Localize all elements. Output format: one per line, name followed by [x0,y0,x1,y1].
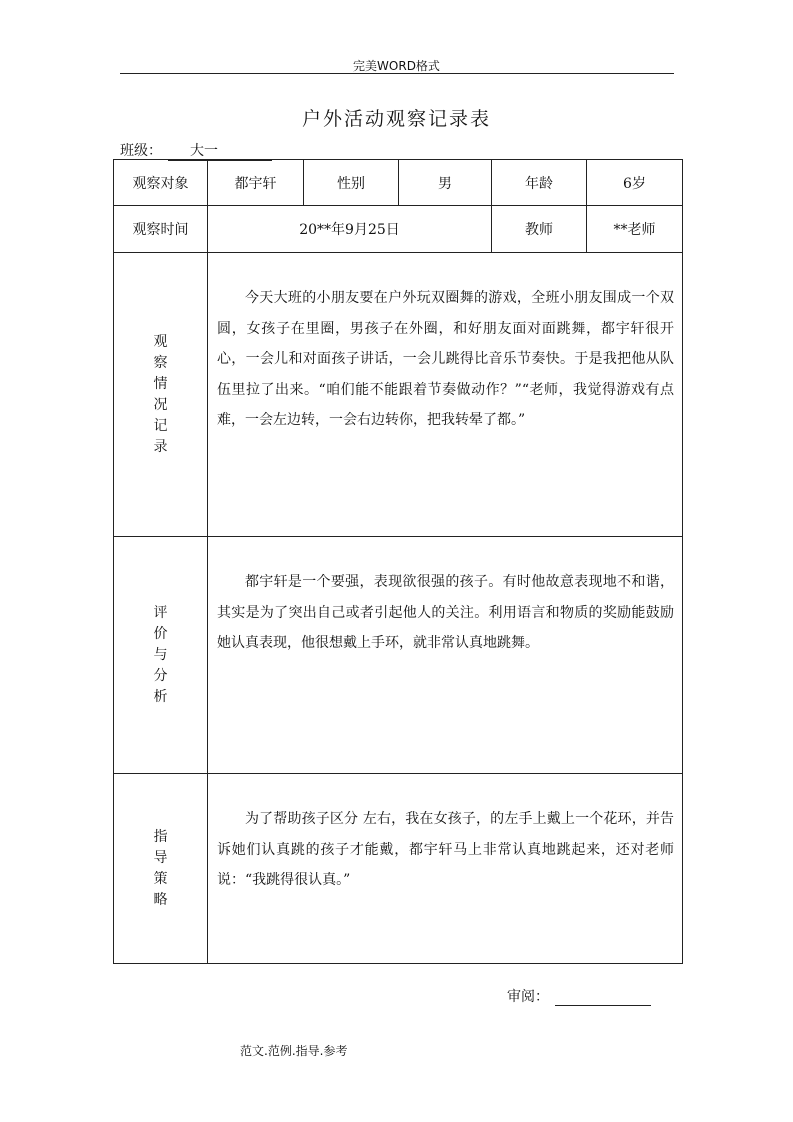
table-row-time [114,206,683,253]
page-title: 户外活动观察记录表 [301,108,491,130]
gender-label: 性别 [304,160,399,206]
observation-label: 观察情况记录 [153,333,168,455]
evaluation-label-cell [114,537,208,774]
class-info [120,140,272,161]
table-row-strategy [114,774,683,964]
strategy-label: 指导策略 [153,828,168,908]
observation-label-cell [114,253,208,537]
teacher-value: **老师 [587,206,683,253]
evaluation-label: 评价与分析 [153,604,168,705]
subject-label: 观察对象 [114,160,208,206]
observation-table [113,159,683,964]
evaluation-text: 都宇轩是一个要强，表现欲很强的孩子。有时他故意表现地不和谐，其实是为了突出自己或者引起他人的关注。利用语言和物质的奖励能鼓励她认真表现，他很想戴上手环，就非常认真地跳舞。 [208,537,683,774]
table-row-subject [114,160,683,206]
table-row-observation [114,253,683,537]
review-signature-line[interactable] [555,989,651,1006]
age-value: 6岁 [587,160,683,206]
teacher-label: 教师 [492,206,587,253]
table-row-evaluation [114,537,683,774]
class-label: 班级： [120,143,162,159]
review-label: 审阅： [507,989,549,1005]
page-header: 完美WORD格式 [353,59,440,73]
age-label: 年龄 [492,160,587,206]
strategy-text: 为了帮助孩子区分 左右，我在女孩子，的左手上戴上一个花环，并告诉她们认真跳的孩子才能戴，都宇轩马上非常认真地跳起来，还对老师说：“我跳得很认真。” [208,774,683,964]
subject-value: 都宇轩 [208,160,304,206]
observation-text: 今天大班的小朋友要在户外玩双圈舞的游戏，全班小朋友围成一个双圆，女孩子在里圈，男孩子在外圈，和好朋友面对面跳舞，都宇轩很开心，一会儿和对面孩子讲话，一会儿跳得比音乐节奏快。于是我把他从队伍里拉了出来。“咱们能不能跟着节奏做动作？”“老师，我觉得游戏有点难，一会左边转，一会右边转你，把我转晕了都。” [208,253,683,537]
header-divider [120,73,674,74]
time-label: 观察时间 [114,206,208,253]
review-signature [507,986,651,1006]
gender-value: 男 [399,160,492,206]
strategy-label-cell [114,774,208,964]
time-value: 20**年9月25日 [208,206,492,253]
page-footer: 范文.范例.指导.参考 [240,1044,348,1058]
class-value: 大一 [168,143,272,161]
